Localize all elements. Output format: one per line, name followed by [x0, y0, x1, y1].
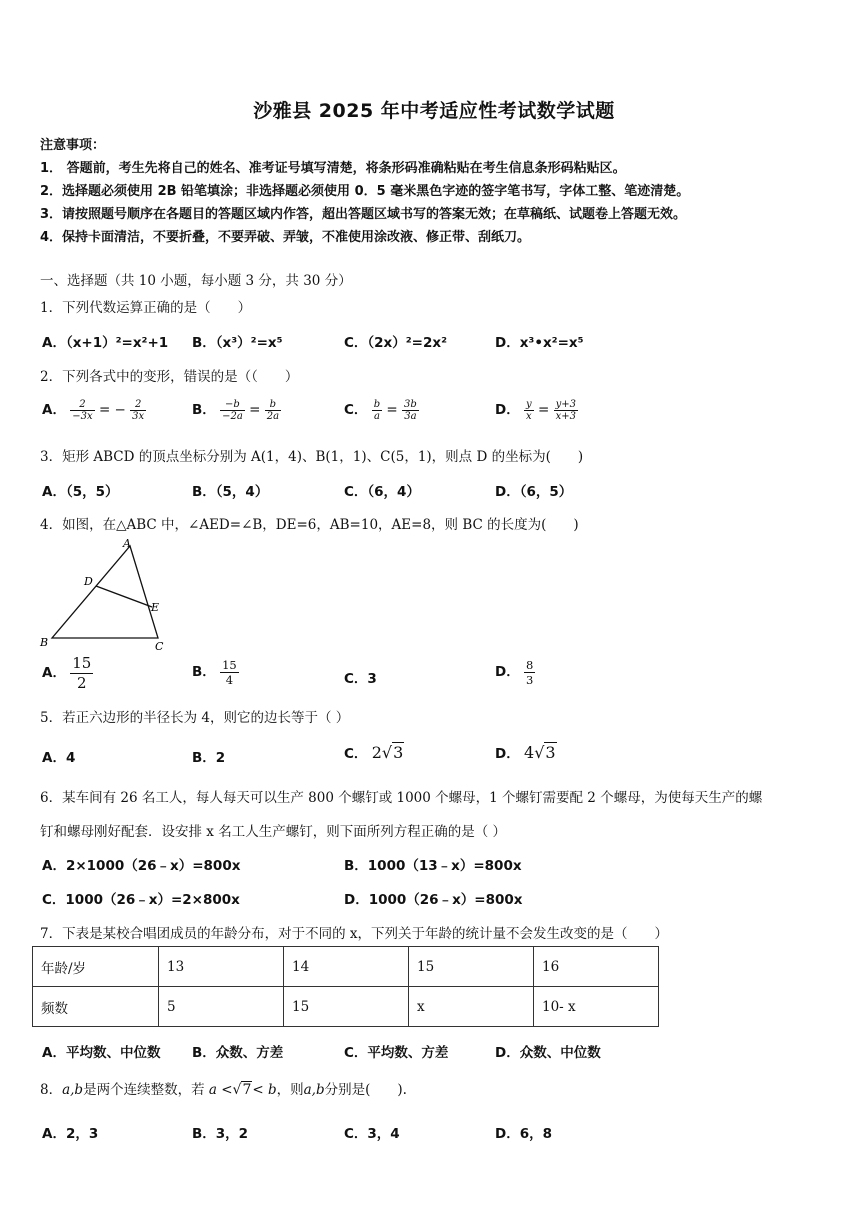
q3-option-d: D．（6，5）	[495, 484, 573, 500]
table-cell: x	[409, 987, 534, 1027]
page-title: 沙雅县 2025 年中考适应性考试数学试题	[253, 100, 615, 122]
notice-heading: 注意事项：	[40, 138, 106, 153]
q8-option-c: C．3，4	[344, 1126, 400, 1142]
q7-option-b: B．众数、方差	[192, 1045, 284, 1061]
q4-option-d: D． $\frac{8}{3}$	[495, 658, 534, 687]
q6-option-c: C．1000（26﹣x）=2×800x	[42, 892, 240, 908]
label-a: A	[123, 537, 131, 550]
q1-option-c: C．（2x）²=2x²	[344, 335, 447, 351]
q3-option-b: B．（5，4）	[192, 484, 269, 500]
table-cell: 15	[409, 947, 534, 987]
notice-item-4: 4．保持卡面清洁，不要折叠，不要弄破、弄皱，不准使用涂改液、修正带、刮纸刀。	[40, 230, 531, 245]
q2-option-a: A． $\frac{2}{-3x}$ = − $\frac{2}{3x}$	[42, 399, 145, 422]
question-1-stem: 1．下列代数运算正确的是（ ）	[40, 300, 252, 316]
q4-option-c: C．3	[344, 671, 377, 687]
table-row	[33, 987, 659, 1027]
q5-option-a: A．4	[42, 750, 76, 766]
q5-option-b: B．2	[192, 750, 226, 766]
question-8-stem: 8．a,b是两个连续整数，若 a <√7< b，则a,b分别是( ).	[40, 1082, 407, 1098]
triangle-figure	[38, 536, 173, 656]
table-row	[33, 947, 659, 987]
table-cell: 13	[159, 947, 284, 987]
notice-item-1: 1． 答题前，考生先将自己的姓名、准考证号填写清楚，将条形码准确粘贴在考生信息条形码粘贴区。	[40, 161, 626, 176]
age-frequency-table	[32, 946, 659, 1027]
q3-option-c: C．（6，4）	[344, 484, 420, 500]
q4-option-a: A． $\frac{15}{2}$	[42, 654, 92, 692]
label-e: E	[151, 601, 160, 614]
label-d: D	[84, 575, 93, 588]
label-b: B	[40, 636, 49, 649]
table-cell: 10- x	[534, 987, 659, 1027]
q1-option-b: B．（x³）²=x⁵	[192, 335, 283, 351]
q7-option-d: D．众数、中位数	[495, 1045, 601, 1061]
q5-option-c: C． 2√3	[344, 743, 404, 762]
q1-option-a: A．（x+1）²=x²+1	[42, 335, 169, 351]
question-7-stem: 7．下表是某校合唱团成员的年龄分布，对于不同的 x，下列关于年龄的统计量不会发生改变的是（ ）	[40, 926, 668, 942]
q6-option-a: A．2×1000（26﹣x）=800x	[42, 858, 241, 874]
question-5-stem: 5．若正六边形的半径长为 4，则它的边长等于（ ）	[40, 710, 350, 726]
table-cell: 14	[284, 947, 409, 987]
table-cell: 5	[159, 987, 284, 1027]
q5-option-d: D． 4√3	[495, 743, 556, 762]
q2-option-c: C． $\frac{b}{a}$ = $\frac{3b}{3a}$	[344, 399, 417, 422]
q4-option-b: B． $\frac{15}{4}$	[192, 658, 237, 687]
question-6-stem-line-2: 钉和螺母刚好配套．设安排 x 名工人生产螺钉，则下面所列方程正确的是（ ）	[40, 824, 506, 840]
table-cell: 15	[284, 987, 409, 1027]
question-6-stem-line-1: 6．某车间有 26 名工人，每人每天可以生产 800 个螺钉或 1000 个螺母，1 个螺钉需要配 2 个螺母，为使每天生产的螺	[40, 790, 763, 806]
question-3-stem: 3．矩形 ABCD 的顶点坐标分别为 A(1，4)、B(1，1)、C(5，1)，则点 D 的坐标为( )	[40, 449, 584, 465]
q6-option-b: B．1000（13﹣x）=800x	[344, 858, 522, 874]
table-cell: 频数	[33, 987, 159, 1027]
notice-item-2: 2．选择题必须使用 2B 铅笔填涂；非选择题必须使用 0．5 毫米黑色字迹的签字笔书写，字体工整、笔迹清楚。	[40, 184, 690, 199]
label-c: C	[155, 640, 164, 653]
notice-item-3: 3．请按照题号顺序在各题目的答题区域内作答，超出答题区域书写的答案无效；在草稿纸、试题卷上答题无效。	[40, 207, 687, 222]
q6-option-d: D．1000（26﹣x）=800x	[344, 892, 523, 908]
q8-option-b: B．3，2	[192, 1126, 249, 1142]
q8-option-d: D．6，8	[495, 1126, 552, 1142]
section-heading: 一、选择题（共 10 小题，每小题 3 分，共 30 分）	[40, 273, 352, 289]
q7-option-a: A．平均数、中位数	[42, 1045, 161, 1061]
q2-option-b: B． $\frac{-b}{-2a}$ = $\frac{b}{2a}$	[192, 399, 280, 422]
q2-option-d: D． $\frac{y}{x}$ = $\frac{y+3}{x+3}$	[495, 399, 576, 422]
question-4-stem: 4．如图，在△ABC 中，∠AED=∠B，DE=6，AB=10，AE=8，则 BC 的长度为( )	[40, 517, 579, 533]
table-cell: 16	[534, 947, 659, 987]
question-2-stem: 2．下列各式中的变形，错误的是（（ ）	[40, 369, 299, 385]
q8-option-a: A．2，3	[42, 1126, 99, 1142]
table-cell: 年龄/岁	[33, 947, 159, 987]
q1-option-d: D．x³•x²=x⁵	[495, 335, 584, 351]
q3-option-a: A．（5，5）	[42, 484, 119, 500]
q7-option-c: C．平均数、方差	[344, 1045, 449, 1061]
